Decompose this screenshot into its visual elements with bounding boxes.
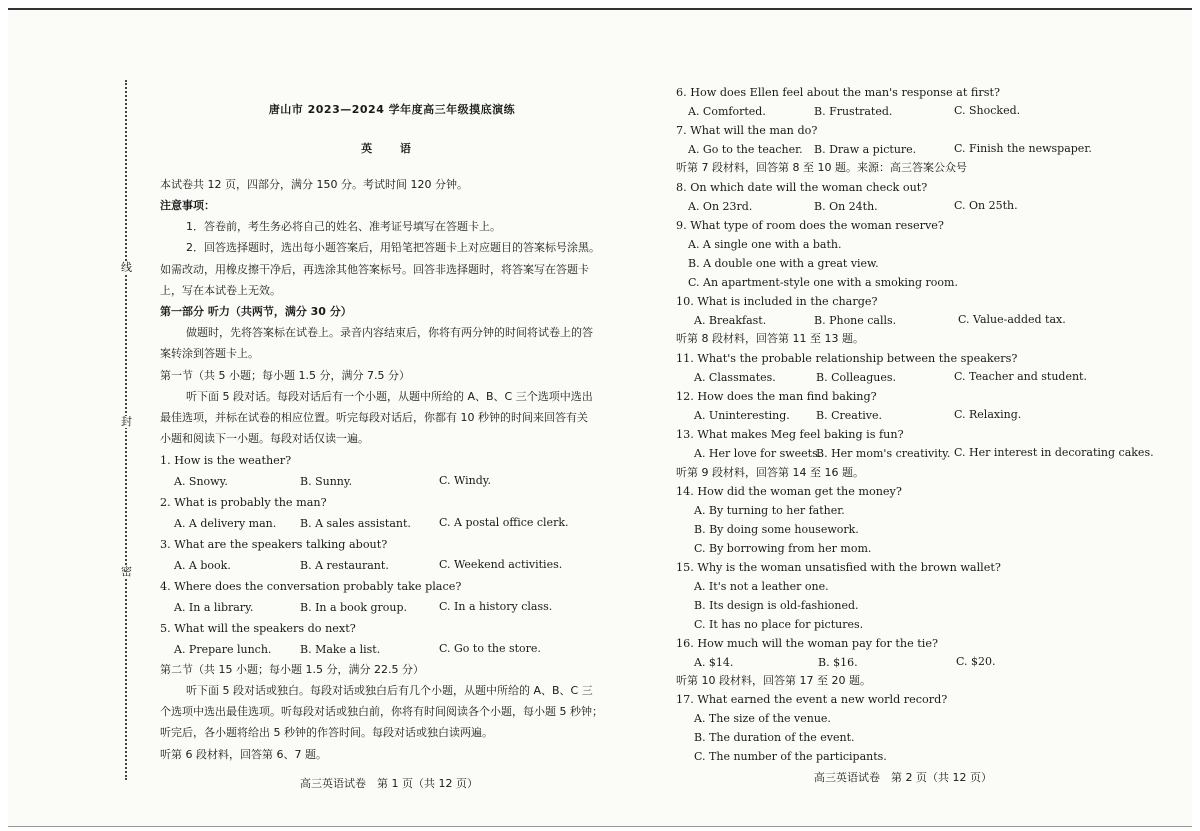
q12-option-a: A. Uninteresting. bbox=[694, 409, 790, 422]
q10-option-b: B. Phone calls. bbox=[814, 314, 897, 327]
page-1-footer: 高三英语试卷 第 1 页（共 12 页） bbox=[300, 777, 478, 790]
q1-option-a: A. Snowy. bbox=[174, 475, 228, 488]
page-2-footer: 高三英语试卷 第 2 页（共 12 页） bbox=[814, 771, 992, 784]
q15-option-c: C. It has no place for pictures. bbox=[694, 618, 864, 631]
section-2-desc-line-1: 听下面 5 段对话或独白。每段对话或独白后有几个小题，从题中所给的 A、B、C 三 bbox=[186, 684, 593, 697]
q3-option-c: C. Weekend activities. bbox=[439, 558, 563, 571]
note-2-line-2: 如需改动，用橡皮擦干净后，再选涂其他答案标号。回答非选择题时，将答案写在答题卡 bbox=[160, 263, 589, 276]
q5-option-a: A. Prepare lunch. bbox=[174, 643, 272, 656]
part-1-desc-line-1: 做题时，先将答案标在试卷上。录音内容结束后，你将有两分钟的时间将试卷上的答 bbox=[186, 326, 593, 339]
question-13: 13. What makes Meg feel baking is fun? bbox=[676, 428, 904, 441]
binding-dotted-line bbox=[125, 80, 127, 780]
question-11: 11. What's the probable relationship between the speakers? bbox=[676, 352, 1018, 365]
q13-option-c: C. Her interest in decorating cakes. bbox=[954, 446, 1154, 459]
subject-title: 英 语 bbox=[361, 142, 423, 155]
exam-title: 唐山市 2023—2024 学年度高三年级摸底演练 bbox=[268, 103, 516, 116]
question-5: 5. What will the speakers do next? bbox=[160, 622, 356, 635]
question-12: 12. How does the man find baking? bbox=[676, 390, 877, 403]
intro-text: 本试卷共 12 页，四部分，满分 150 分。考试时间 120 分钟。 bbox=[160, 178, 468, 191]
material-9-heading: 听第 9 段材料，回答第 14 至 16 题。 bbox=[676, 466, 864, 479]
question-9: 9. What type of room does the woman reserve? bbox=[676, 219, 944, 232]
q13-option-b: B. Her mom's creativity. bbox=[816, 447, 951, 460]
q7-option-c: C. Finish the newspaper. bbox=[954, 142, 1092, 155]
notes-heading: 注意事项： bbox=[160, 199, 215, 212]
q11-option-a: A. Classmates. bbox=[694, 371, 776, 384]
q6-option-c: C. Shocked. bbox=[954, 104, 1021, 117]
section-1-desc-line-2: 最佳选项，并标在试卷的相应位置。听完每段对话后，你都有 10 秒钟的时间来回答有关 bbox=[160, 411, 588, 424]
q2-option-b: B. A sales assistant. bbox=[300, 517, 411, 530]
q4-option-b: B. In a book group. bbox=[300, 601, 408, 614]
q12-option-b: B. Creative. bbox=[816, 409, 882, 422]
section-2-desc-line-2: 个选项中选出最佳选项。听每段对话或独白前，你将有时间阅读各个小题，每小题 5 秒钟； bbox=[160, 705, 603, 718]
note-2-line-1: 2．回答选择题时，选出每小题答案后，用铅笔把答题卡上对应题目的答案标号涂黑。 bbox=[186, 241, 600, 254]
section-1-desc-line-1: 听下面 5 段对话。每段对话后有一个小题，从题中所给的 A、B、C 三个选项中选出 bbox=[186, 390, 593, 403]
binding-mark-secret: 密 bbox=[121, 565, 132, 578]
q7-option-b: B. Draw a picture. bbox=[814, 143, 917, 156]
q9-option-a: A. A single one with a bath. bbox=[688, 238, 842, 251]
material-7-heading: 听第 7 段材料，回答第 8 至 10 题。来源：高三答案公众号 bbox=[676, 161, 967, 174]
question-17: 17. What earned the event a new world record? bbox=[676, 693, 948, 706]
question-7: 7. What will the man do? bbox=[676, 124, 818, 137]
q6-option-b: B. Frustrated. bbox=[814, 105, 893, 118]
q10-option-c: C. Value-added tax. bbox=[958, 313, 1066, 326]
part-1-desc-line-2: 案转涂到答题卡上。 bbox=[160, 347, 259, 360]
q16-option-b: B. $16. bbox=[818, 656, 858, 669]
q14-option-b: B. By doing some housework. bbox=[694, 523, 859, 536]
q4-option-a: A. In a library. bbox=[174, 601, 254, 614]
q10-option-a: A. Breakfast. bbox=[694, 314, 767, 327]
q9-option-b: B. A double one with a great view. bbox=[688, 257, 879, 270]
q2-option-c: C. A postal office clerk. bbox=[439, 516, 569, 529]
q8-option-b: B. On 24th. bbox=[814, 200, 878, 213]
q3-option-b: B. A restaurant. bbox=[300, 559, 389, 572]
material-6-heading: 听第 6 段材料，回答第 6、7 题。 bbox=[160, 748, 327, 761]
section-1-desc-line-3: 小题和阅读下一小题。每段对话仅读一遍。 bbox=[160, 432, 369, 445]
q7-option-a: A. Go to the teacher. bbox=[688, 143, 803, 156]
q8-option-c: C. On 25th. bbox=[954, 199, 1018, 212]
q14-option-a: A. By turning to her father. bbox=[694, 504, 845, 517]
binding-mark-line: 线 bbox=[121, 261, 132, 274]
q1-option-c: C. Windy. bbox=[439, 474, 492, 487]
section-1-heading: 第一节（共 5 小题；每小题 1.5 分，满分 7.5 分） bbox=[160, 369, 410, 382]
q5-option-c: C. Go to the store. bbox=[439, 642, 541, 655]
question-3: 3. What are the speakers talking about? bbox=[160, 538, 388, 551]
question-16: 16. How much will the woman pay for the tie? bbox=[676, 637, 938, 650]
q9-option-c: C. An apartment-style one with a smoking room. bbox=[688, 276, 958, 289]
material-8-heading: 听第 8 段材料，回答第 11 至 13 题。 bbox=[676, 332, 864, 345]
question-2: 2. What is probably the man? bbox=[160, 496, 327, 509]
q5-option-b: B. Make a list. bbox=[300, 643, 381, 656]
part-1-heading: 第一部分 听力（共两节，满分 30 分） bbox=[160, 305, 352, 318]
q11-option-c: C. Teacher and student. bbox=[954, 370, 1087, 383]
q12-option-c: C. Relaxing. bbox=[954, 408, 1022, 421]
q17-option-c: C. The number of the participants. bbox=[694, 750, 887, 763]
q1-option-b: B. Sunny. bbox=[300, 475, 353, 488]
q11-option-b: B. Colleagues. bbox=[816, 371, 896, 384]
q17-option-b: B. The duration of the event. bbox=[694, 731, 855, 744]
q3-option-a: A. A book. bbox=[174, 559, 231, 572]
q2-option-a: A. A delivery man. bbox=[174, 517, 277, 530]
note-2-line-3: 上，写在本试卷上无效。 bbox=[160, 284, 281, 297]
q4-option-c: C. In a history class. bbox=[439, 600, 553, 613]
question-15: 15. Why is the woman unsatisfied with the brown wallet? bbox=[676, 561, 1001, 574]
q16-option-a: A. $14. bbox=[694, 656, 734, 669]
material-10-heading: 听第 10 段材料，回答第 17 至 20 题。 bbox=[676, 674, 871, 687]
q6-option-a: A. Comforted. bbox=[688, 105, 766, 118]
q8-option-a: A. On 23rd. bbox=[688, 200, 753, 213]
question-4: 4. Where does the conversation probably take place? bbox=[160, 580, 462, 593]
question-6: 6. How does Ellen feel about the man's response at first? bbox=[676, 86, 1000, 99]
section-2-heading: 第二节（共 15 小题；每小题 1.5 分，满分 22.5 分） bbox=[160, 663, 424, 676]
q14-option-c: C. By borrowing from her mom. bbox=[694, 542, 872, 555]
section-2-desc-line-3: 听完后，各小题将给出 5 秒钟的作答时间。每段对话或独白读两遍。 bbox=[160, 726, 493, 739]
question-10: 10. What is included in the charge? bbox=[676, 295, 878, 308]
q15-option-a: A. It's not a leather one. bbox=[694, 580, 829, 593]
q15-option-b: B. Its design is old-fashioned. bbox=[694, 599, 859, 612]
binding-mark-seal: 封 bbox=[121, 415, 132, 428]
question-14: 14. How did the woman get the money? bbox=[676, 485, 902, 498]
q16-option-c: C. $20. bbox=[956, 655, 996, 668]
q13-option-a: A. Her love for sweets. bbox=[694, 447, 822, 460]
question-8: 8. On which date will the woman check out? bbox=[676, 181, 928, 194]
q17-option-a: A. The size of the venue. bbox=[694, 712, 831, 725]
question-1: 1. How is the weather? bbox=[160, 454, 292, 467]
note-1: 1．答卷前，考生务必将自己的姓名、准考证号填写在答题卡上。 bbox=[186, 220, 501, 233]
